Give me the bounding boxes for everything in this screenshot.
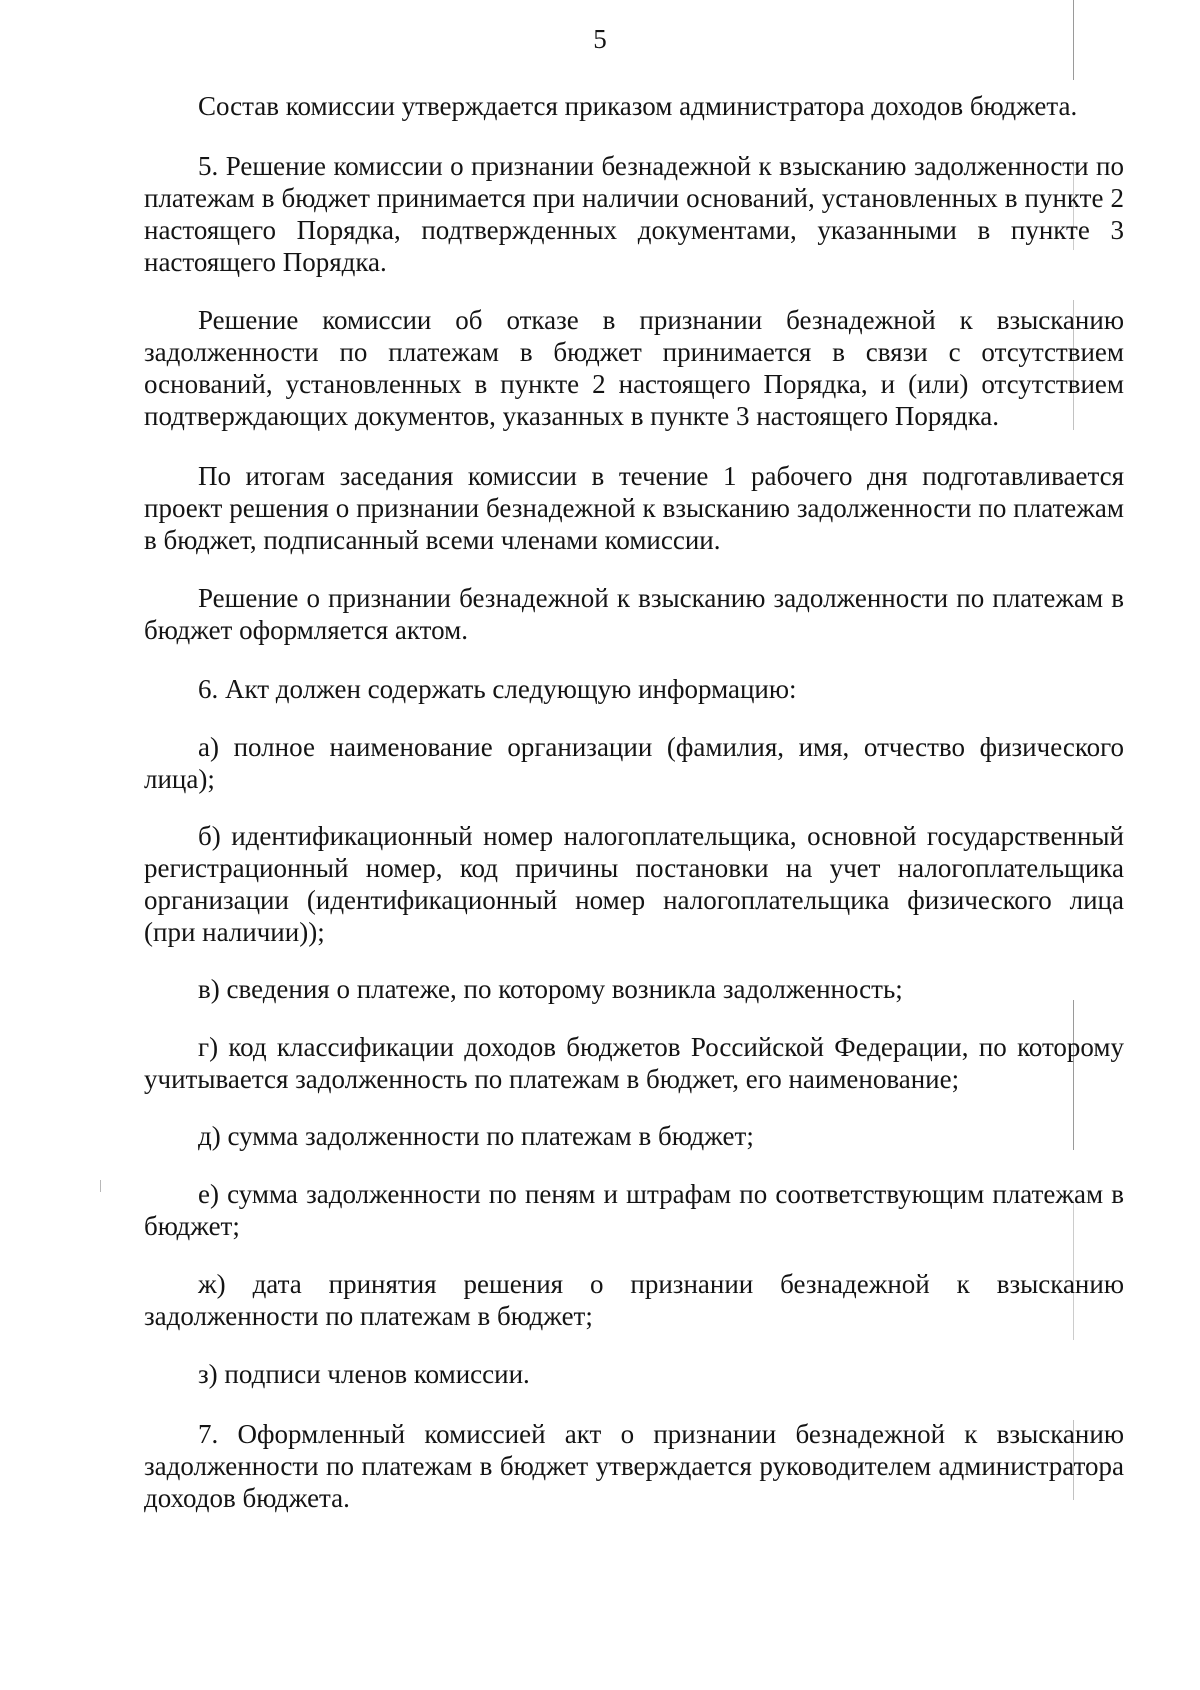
scan-artifact-dot (100, 1180, 101, 1192)
list-item-d: д) сумма задолженности по платежам в бюджет; (198, 1121, 754, 1151)
list-item-z: з) подписи членов комиссии. (198, 1359, 530, 1389)
paragraph-item-7: 7. Оформленный комиссией акт о признании безнадежной к взысканию задолженности по платежам в бюджет утверждается руководителем администратора доходов бюджета. (144, 1419, 1124, 1513)
page-number: 5 (593, 24, 607, 54)
list-item-zh: ж) дата принятия решения о признании безнадежной к взысканию задолженности по платежам в бюджет; (144, 1269, 1124, 1331)
paragraph-refusal: Решение комиссии об отказе в признании безнадежной к взысканию задолженности по платежам в бюджет принимается в связи с отсутствием оснований, установленных в пункте 2 настоящего Порядка, и (или) отсутствием подтверждающих документов, указанных в пункте 3 настоящего Порядка. (144, 305, 1124, 431)
paragraph-meeting-results: По итогам заседания комиссии в течение 1 рабочего дня подготавливается проект решения о признании безнадежной к взысканию задолженности по платежам в бюджет, подписанный всеми членами комиссии. (144, 461, 1124, 555)
paragraph-act-decision: Решение о признании безнадежной к взысканию задолженности по платежам в бюджет оформляется актом. (144, 583, 1124, 645)
list-item-g: г) код классификации доходов бюджетов Российской Федерации, по которому учитывается задолженность по платежам в бюджет, его наименование; (144, 1032, 1124, 1094)
paragraph-item-6: 6. Акт должен содержать следующую информацию: (198, 674, 797, 704)
list-item-e: е) сумма задолженности по пеням и штрафам по соответствующим платежам в бюджет; (144, 1179, 1124, 1241)
list-item-b: б) идентификационный номер налогоплательщика, основной государственный регистрационный номер, код причины постановки на учет налогоплательщика организации (идентификационный номер налогоплательщика физического лица (при наличии)); (144, 821, 1124, 947)
paragraph-commission-composition: Состав комиссии утверждается приказом администратора доходов бюджета. (198, 91, 1078, 121)
list-item-v: в) сведения о платеже, по которому возникла задолженность; (198, 974, 903, 1004)
paragraph-item-5: 5. Решение комиссии о признании безнадежной к взысканию задолженности по платежам в бюджет принимается при наличии оснований, установленных в пункте 2 настоящего Порядка, подтвержденных документами, указанными в пункте 3 настоящего Порядка. (144, 151, 1124, 277)
list-item-a: а) полное наименование организации (фамилия, имя, отчество физического лица); (144, 732, 1124, 794)
